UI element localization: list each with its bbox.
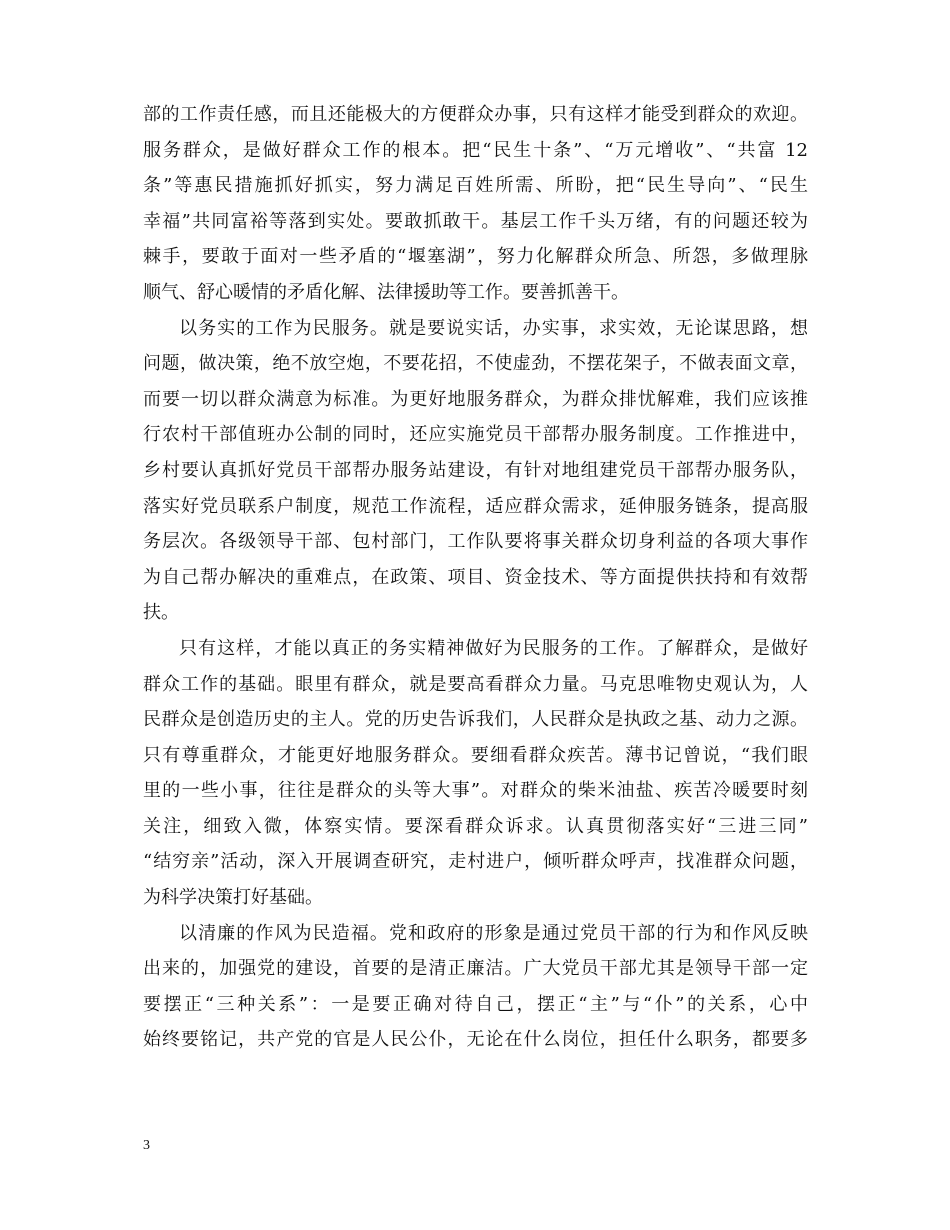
text-line: 部的工作责任感，而且还能极大的方便群众办事，只有这样才能受到群众的欢迎。 bbox=[143, 104, 808, 125]
text-line: 顺气、舒心暖情的矛盾化解、法律援助等工作。要善抓善干。 bbox=[143, 281, 629, 303]
paragraph-2 bbox=[143, 311, 808, 631]
text-line: 只有这样，才能以真正的务实精神做好为民服务的工作。了解群众，是做好 bbox=[179, 637, 808, 659]
text-line: 群众工作的基础。眼里有群众，就是要高看群众力量。马克思唯物史观认为，人 bbox=[143, 673, 808, 695]
text-line: 而要一切以群众满意为标准。为更好地服务群众，为群众排忧解难，我们应该推 bbox=[143, 388, 808, 410]
text-line: 务层次。各级领导干部、包村部门，工作队要将事关群众切身利益的各项大事作 bbox=[143, 531, 808, 553]
text-line: 乡村要认真抓好党员干部帮办服务站建设，有针对地组建党员干部帮办服务队， bbox=[143, 459, 808, 481]
text-line: 幸福”共同富裕等落到实处。要敢抓敢干。基层工作千头万绪，有的问题还较为 bbox=[143, 210, 808, 232]
text-line: 里的一些小事，往往是群众的头等大事”。对群众的柴米油盐、疾苦冷暖要时刻 bbox=[143, 780, 808, 802]
text-line: 落实好党员联系户制度，规范工作流程，适应群众需求，延伸服务链条，提高服 bbox=[143, 495, 808, 517]
text-line: “结穷亲”活动，深入开展调查研究，走村进户，倾听群众呼声，找准群众问题， bbox=[143, 851, 808, 873]
text-line: 关注，细致入微，体察实情。要深看群众诉求。认真贯彻落实好“三进三同” bbox=[143, 815, 808, 837]
text-line: 行农村干部值班办公制的同时，还应实施党员干部帮办服务制度。工作推进中， bbox=[143, 424, 808, 446]
text-line: 要摆正“三种关系”：一是要正确对待自己，摆正“主”与“仆”的关系，心中 bbox=[143, 993, 808, 1015]
paragraph-4 bbox=[143, 916, 808, 1058]
paragraph-1 bbox=[143, 97, 808, 311]
text-line: 服务群众，是做好群众工作的根本。把“民生十条”、“万元增收”、“共富 12 bbox=[143, 139, 808, 161]
text-line: 为科学决策打好基础。 bbox=[143, 887, 323, 909]
text-line: 扶。 bbox=[143, 602, 179, 624]
page-number: 3 bbox=[143, 1138, 150, 1153]
text-line: 始终要铭记，共产党的官是人民公仆，无论在什么岗位，担任什么职务，都要多 bbox=[143, 1029, 808, 1051]
text-line: 以务实的工作为民服务。就是要说实话，办实事，求实效，无论谋思路，想 bbox=[179, 317, 808, 339]
text-line: 条”等惠民措施抓好抓实，努力满足百姓所需、所盼，把“民生导向”、“民生 bbox=[143, 175, 808, 197]
text-line: 问题，做决策，绝不放空炮，不要花招，不使虚劲，不摆花架子，不做表面文章， bbox=[143, 353, 808, 375]
text-line: 只有尊重群众，才能更好地服务群众。要细看群众疾苦。薄书记曾说，“我们眼 bbox=[143, 744, 808, 766]
document-body bbox=[143, 97, 808, 1058]
text-line: 棘手，要敢于面对一些矛盾的“堰塞湖”，努力化解群众所急、所怨，多做理脉 bbox=[143, 246, 808, 268]
text-line: 出来的，加强党的建设，首要的是清正廉洁。广大党员干部尤其是领导干部一定 bbox=[143, 958, 808, 980]
text-line: 以清廉的作风为民造福。党和政府的形象是通过党员干部的行为和作风反映 bbox=[179, 922, 808, 944]
text-line: 民群众是创造历史的主人。党的历史告诉我们，人民群众是执政之基、动力之源。 bbox=[143, 709, 808, 731]
text-line: 为自己帮办解决的重难点，在政策、项目、资金技术、等方面提供扶持和有效帮 bbox=[143, 566, 808, 588]
paragraph-3 bbox=[143, 631, 808, 916]
